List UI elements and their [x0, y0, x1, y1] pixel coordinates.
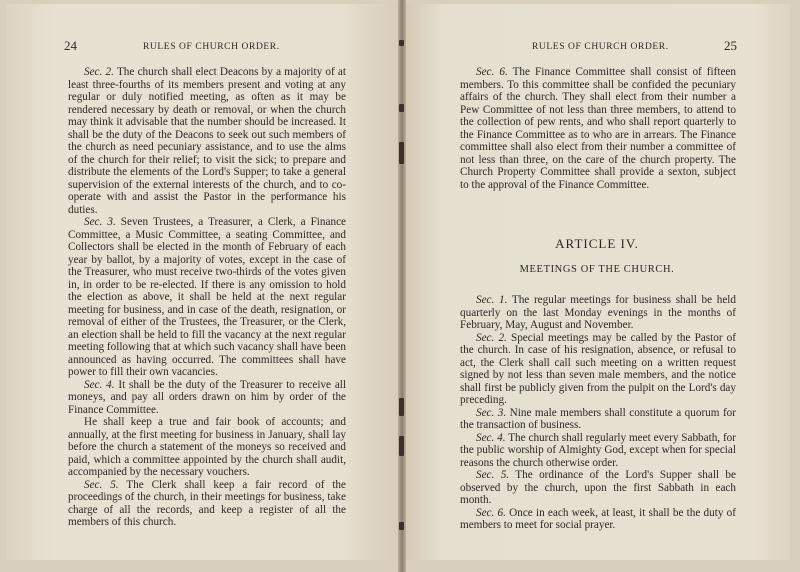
- right-running-head: RULES OF CHURCH ORDER.: [532, 42, 669, 52]
- binding-stitch: [399, 142, 404, 164]
- paragraph: Sec. 6. Once in each week, at least, it shall be the duty of members to meet for social prayer.: [460, 506, 736, 531]
- book-gutter: [398, 0, 406, 572]
- left-running-head: RULES OF CHURCH ORDER.: [143, 42, 280, 52]
- paragraph: Sec. 5. The Clerk shall keep a fair record of the proceedings of the church, in their meetings for business, take charge of all the records, and keep a register of all the members of this church.: [68, 478, 346, 528]
- paragraph: Sec. 2. Special meetings may be called by the Pastor of the church. In case of his resignation, absence, or refusal to act, the Clerk shall call such meeting on a written request signed by not less than seven male members, and the notice shall first be publicly given from the pulpit on the Lord's day preceding.: [460, 331, 736, 406]
- binding-stitch: [399, 522, 404, 530]
- paragraph: Sec. 2. The church shall elect Deacons by a majority of at least three-fourths of its members present and voting at any regular or duly notified meeting, as often as it may be rendered necessary by death or removal, or when the church may think it advisable that the number should be increased. It shall be the duty of the Deacons to seek out such members of the church as need pecuniary assistance, and to use the alms of the church for their relief; to visit the sick; to prepare and distribute the elements of the Lord's Supper; to take a general supervision of the external interests of the church, and to co-operate with and assist the Pastor in the performance his duties.: [68, 66, 346, 216]
- binding-stitch: [399, 40, 404, 46]
- article-text: [460, 294, 736, 532]
- left-page-number: 24: [64, 38, 77, 53]
- article-subtitle: MEETINGS OF THE CHURCH.: [519, 264, 675, 275]
- paragraph: Sec. 3. Nine male members shall constitute a quorum for the transaction of business.: [460, 406, 736, 431]
- right-page-text: [460, 66, 736, 191]
- paragraph: Sec. 3. Seven Trustees, a Treasurer, a Clerk, a Finance Committee, a Music Committee, a seating Committee, and Collectors shall be elected in the month of February of each year by ballot, by a majority of votes, except in the case of the Treasurer, who must receive two-thirds of the votes given in, in order to be re-elected. If there is any omission to hold the election as above, it shall be held at the next regular meeting for business, and in case of the death, resignation, or removal of either of the Trustees, the Treasurer, or the Clerk, an election shall be held to fill the vacancy at the next regular meeting following that at which such vacancy shall have been announced as having occurred. The committees shall have power to fill their own vacancies.: [68, 216, 346, 378]
- binding-stitch: [399, 104, 404, 112]
- paragraph: Sec. 6. The Finance Committee shall consist of fifteen members. To this committee shall be confided the pecuniary affairs of the church. They shall elect from their number a Pew Committee of not less than three members, to attend to the collection of pew rents, and who shall report quarterly to the Finance Committee as to who are in arrears. The Finance committee shall also elect from their number a committee of not less than three, on the care of the church property. The Church Property Committee shall provide a sexton, subject to the approval of the Finance Committee.: [460, 66, 736, 191]
- paragraph: Sec. 5. The ordinance of the Lord's Supper shall be observed by the church, upon the first Sabbath in each month.: [460, 469, 736, 506]
- paragraph: Sec. 4. It shall be the duty of the Treasurer to receive all moneys, and pay all orders drawn on him by order of the Finance Committee.: [68, 378, 346, 416]
- left-page-text: [68, 66, 346, 529]
- binding-stitch: [399, 436, 404, 456]
- paragraph: Sec. 1. The regular meetings for business shall be held quarterly on the last Monday evenings in the months of February, May, August and November.: [460, 294, 737, 331]
- paragraph: He shall keep a true and fair book of accounts; and annually, at the first meeting for business in January, shall lay before the church a statement of the moneys so received and paid, which a committee appointed by the church shall audit, accompanied by the necessary vouchers.: [68, 416, 346, 478]
- article-title: ARTICLE IV.: [555, 236, 639, 251]
- binding-stitch: [399, 398, 404, 416]
- right-page-number: 25: [724, 38, 737, 53]
- paragraph: Sec. 4. The church shall regularly meet every Sabbath, for the public worship of Almighty God, except when for special reasons the church otherwise order.: [460, 431, 737, 469]
